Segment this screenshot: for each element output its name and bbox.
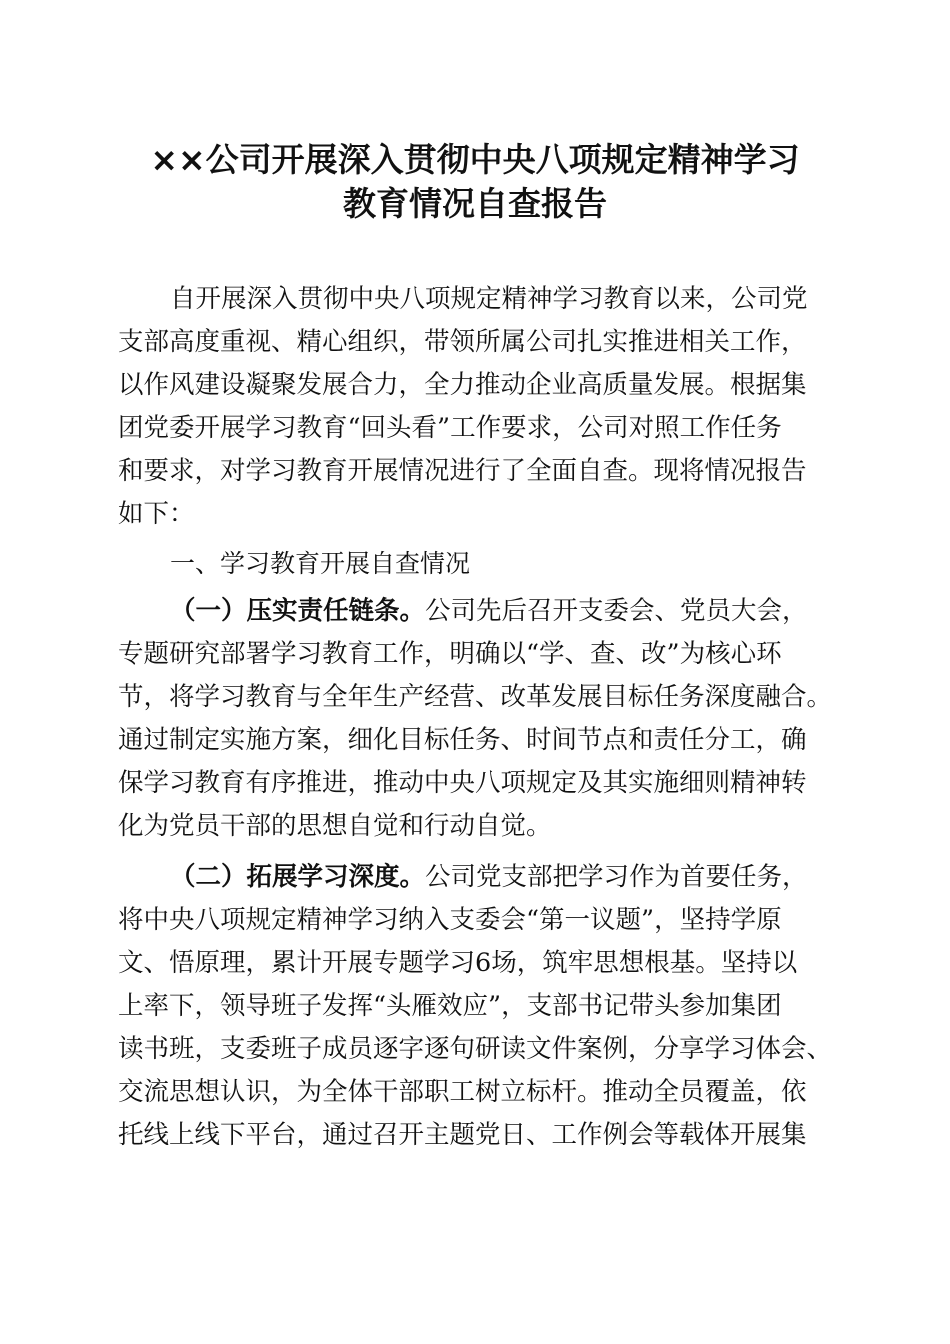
document-title-line-1: ××公司开展深入贯彻中央八项规定精神学习 [150, 140, 800, 179]
intro-line: 和要求，对学习教育开展情况进行了全面自查。现将情况报告 [118, 456, 807, 486]
intro-line: 团党委开展学习教育“回头看”工作要求，公司对照工作任务 [118, 413, 782, 443]
intro-line: 自开展深入贯彻中央八项规定精神学习教育以来，公司党 [170, 284, 808, 314]
paragraph-2-first-line [170, 860, 900, 894]
paragraph-2-line: 交流思想认识，为全体干部职工树立标杆。推动全员覆盖，依 [118, 1077, 807, 1107]
document-title-line-2: 教育情况自查报告 [343, 184, 607, 223]
section-heading: 一、学习教育开展自查情况 [170, 549, 471, 578]
intro-line: 如下： [118, 499, 195, 529]
paragraph-1-line: 专题研究部署学习教育工作，明确以“学、查、改”为核心环 [118, 639, 782, 669]
paragraph-2-first-line-text: 公司党支部把学习作为首要任务， [425, 862, 808, 892]
paragraph-1-first-line [170, 594, 900, 628]
paragraph-1-line: 节，将学习教育与全年生产经营、改革发展目标任务深度融合。 [118, 682, 833, 712]
paragraph-1-line: 保学习教育有序推进，推动中央八项规定及其实施细则精神转 [118, 768, 807, 798]
paragraph-1-line: 化为党员干部的思想自觉和行动自觉。 [118, 811, 552, 841]
paragraph-1-subtitle: （一）压实责任链条。 [170, 596, 426, 626]
paragraph-1-line: 通过制定实施方案，细化目标任务、时间节点和责任分工，确 [118, 725, 807, 755]
paragraph-1-first-line-text: 公司先后召开支委会、党员大会， [425, 596, 808, 626]
intro-line: 以作风建设凝聚发展合力，全力推动企业高质量发展。根据集 [118, 370, 807, 400]
paragraph-2-line: 上率下，领导班子发挥“头雁效应”，支部书记带头参加集团 [118, 991, 782, 1021]
paragraph-2-line: 托线上线下平台，通过召开主题党日、工作例会等载体开展集 [118, 1120, 807, 1150]
paragraph-2-line: 读书班，支委班子成员逐字逐句研读文件案例，分享学习体会、 [118, 1034, 833, 1064]
paragraph-2-line: 文、悟原理，累计开展专题学习6场，筑牢思想根基。坚持以 [118, 948, 798, 978]
paragraph-2-line: 将中央八项规定精神学习纳入支委会“第一议题”，坚持学原 [118, 905, 782, 935]
paragraph-2-subtitle: （二）拓展学习深度。 [170, 862, 426, 892]
intro-line: 支部高度重视、精心组织，带领所属公司扎实推进相关工作， [118, 327, 807, 357]
